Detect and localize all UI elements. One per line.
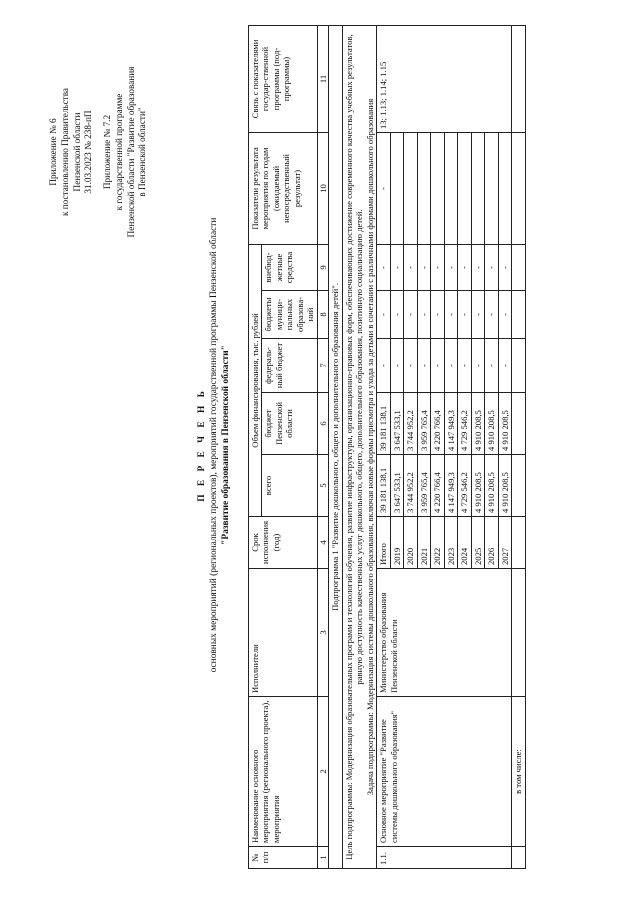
column-number-row (317, 26, 328, 869)
federal-cell: - (485, 339, 498, 393)
regional-cell: 4 910 208,5 (498, 393, 511, 455)
year-rows (377, 26, 512, 869)
indicator-cell (390, 133, 403, 245)
regional-cell: 4 910 208,5 (471, 393, 484, 455)
col-number: 3 (317, 569, 328, 697)
subtotal-row (512, 26, 525, 869)
federal-cell: - (431, 339, 444, 393)
extra-cell: - (471, 245, 484, 291)
subtotal-label: в том числе: (512, 697, 525, 847)
extra-cell: - (417, 245, 430, 291)
indicator-cell (471, 133, 484, 245)
municipal-cell: - (431, 291, 444, 339)
header-name: Наименование основного мероприятия (регионального проекта), мероприятия (249, 697, 318, 847)
title-subheading: основных мероприятий (региональных проектов), мероприятий государственной программы Пензенской области (209, 217, 220, 673)
municipal-cell: - (471, 291, 484, 339)
municipal-cell: - (498, 291, 511, 339)
empty-cell (512, 455, 525, 517)
indicator-cell (485, 133, 498, 245)
period-cell: 2023 (444, 517, 457, 569)
row-num: 1.1. (377, 847, 512, 869)
subprogram-task: Задача подпрограммы: Модернизация системы дошкольного образования, включая новые формы присмотра и ухода за детьми в сочетании с различными формами дошкольного образования (364, 98, 375, 796)
indicator-cell (404, 133, 417, 245)
empty-cell (512, 133, 525, 245)
municipal-cell: - (417, 291, 430, 339)
measures-table (248, 25, 526, 869)
period-cell: Итого (377, 517, 390, 569)
extra-cell: - (444, 245, 457, 291)
period-cell: 2020 (404, 517, 417, 569)
regional-cell: 3 744 952,2 (404, 393, 417, 455)
empty-cell (512, 291, 525, 339)
federal-cell: - (390, 339, 403, 393)
total-cell: 4 910 208,5 (471, 455, 484, 517)
extra-cell: - (377, 245, 390, 291)
empty-cell (512, 569, 525, 697)
regional-cell: 4 220 766,4 (431, 393, 444, 455)
federal-cell: - (417, 339, 430, 393)
federal-cell: - (471, 339, 484, 393)
col-number: 5 (317, 455, 328, 517)
total-cell: 4 910 208,5 (485, 455, 498, 517)
header-num: № п/п (249, 847, 318, 869)
col-number: 4 (317, 517, 328, 569)
regional-cell: 4 910 208,5 (485, 393, 498, 455)
col-number: 9 (317, 245, 328, 291)
col-number: 6 (317, 393, 328, 455)
title-heading: П Е Р Е Ч Е Н Ь (197, 388, 207, 502)
empty-cell (512, 339, 525, 393)
period-cell: 2021 (417, 517, 430, 569)
header-indicators: Показатели результата мероприятия по годам (ожидаемый непосредственный результат) (249, 133, 318, 245)
regional-cell: 3 647 533,1 (390, 393, 403, 455)
total-cell: 3 744 952,2 (404, 455, 417, 517)
appendix-block-2 (102, 27, 149, 277)
period-cell: 2019 (390, 517, 403, 569)
appendix-block (48, 27, 95, 277)
indicator-cell (444, 133, 457, 245)
header-extra: внебюд-жетные средства (262, 245, 317, 291)
indicator-cell (458, 133, 471, 245)
federal-cell: - (377, 339, 390, 393)
municipal-cell: - (377, 291, 390, 339)
header-link: Связь с показателями государ-ственной программы (под-программы) (249, 26, 318, 133)
col-number: 8 (317, 291, 328, 339)
total-cell: 3 647 533,1 (390, 455, 403, 517)
header-executor: Исполнители (249, 569, 318, 697)
regional-cell: 4 147 949,3 (444, 393, 457, 455)
header-total: всего (262, 455, 317, 517)
appendix-line: Приложение № 6 (48, 118, 58, 186)
extra-cell: - (485, 245, 498, 291)
header-regional: бюджет Пензенской области (262, 393, 317, 455)
period-cell: 2026 (485, 517, 498, 569)
empty-cell (512, 26, 525, 133)
total-cell: 4 220 766,4 (431, 455, 444, 517)
period-cell: 2024 (458, 517, 471, 569)
appendix-line: к постановлению Правительства (59, 88, 70, 216)
period-cell: 2027 (498, 517, 511, 569)
year-row (377, 26, 390, 869)
col-number: 10 (317, 133, 328, 245)
empty-cell (512, 393, 525, 455)
extra-cell: - (404, 245, 417, 291)
municipal-cell: - (458, 291, 471, 339)
period-cell: 2022 (431, 517, 444, 569)
header-municipal: бюджеты муници-пальных образова-ний (262, 291, 317, 339)
federal-cell: - (404, 339, 417, 393)
indicator-cell: - (377, 133, 390, 245)
regional-cell: 4 729 546,2 (458, 393, 471, 455)
total-cell: 3 959 765,4 (417, 455, 430, 517)
extra-cell: - (390, 245, 403, 291)
col-number: 11 (317, 26, 328, 133)
appendix-line: Приложение № 7.2 (102, 114, 112, 190)
title-program-name: "Развитие образования в Пензенской области" (221, 345, 232, 545)
subprogram-title: Подпрограмма 1 "Развитие дошкольного, общего и дополнительного образования детей". (329, 26, 342, 869)
extra-cell: - (498, 245, 511, 291)
row-executor: Министерство образования Пензенской области (377, 569, 512, 697)
empty-cell (512, 847, 525, 869)
indicator-cell (417, 133, 430, 245)
empty-cell (512, 245, 525, 291)
document-title (196, 45, 233, 845)
appendix-line: Пензенской области "Развитие образования (125, 66, 136, 238)
federal-cell: - (498, 339, 511, 393)
appendix-line: Пензенской области (71, 112, 82, 192)
extra-cell: - (431, 245, 444, 291)
total-cell: 4 729 546,2 (458, 455, 471, 517)
row-link: 13; 1.13; 1.14; 1.15 (377, 26, 512, 133)
header-funding: Объем финансирования, тыс. рублей (249, 245, 262, 517)
indicator-cell (498, 133, 511, 245)
subprogram-goal: Цель подпрограммы: Модернизация образовательных программ и технологий обучения, развитие инфраструктуры, организационно-правовых форм, обеспечивающих достижение современного качества учебных результатов, равную доступность качественных услуг дошкольного, общего, дополнительного образования, позитивную социализацию детей. (343, 34, 365, 860)
extra-cell: - (458, 245, 471, 291)
total-cell: 4 147 949,3 (444, 455, 457, 517)
goal-task-cell (342, 26, 376, 869)
municipal-cell: - (390, 291, 403, 339)
goal-row (342, 26, 376, 869)
regional-cell: 39 181 138,1 (377, 393, 390, 455)
appendix-line: 31.03.2023 № 238-пП (83, 110, 94, 194)
total-cell: 39 181 138,1 (377, 455, 390, 517)
header-row (249, 26, 262, 869)
col-number: 1 (317, 847, 328, 869)
appendix-line: в Пензенской области" (137, 107, 148, 197)
regional-cell: 3 959 765,4 (417, 393, 430, 455)
period-cell: 2025 (471, 517, 484, 569)
federal-cell: - (458, 339, 471, 393)
municipal-cell: - (404, 291, 417, 339)
col-number: 2 (317, 697, 328, 847)
total-cell: 4 910 208,5 (498, 455, 511, 517)
subprogram-row (329, 26, 342, 869)
header-period: Срок исполнения (год) (249, 517, 318, 569)
municipal-cell: - (444, 291, 457, 339)
empty-cell (512, 517, 525, 569)
indicator-cell (431, 133, 444, 245)
appendix-line: к государственной программе (113, 93, 124, 211)
municipal-cell: - (485, 291, 498, 339)
col-number: 7 (317, 339, 328, 393)
header-federal: федераль-ный бюджет (262, 339, 317, 393)
federal-cell: - (444, 339, 457, 393)
row-name: Основное мероприятие "Развитие системы дошкольного образования" (377, 697, 512, 847)
